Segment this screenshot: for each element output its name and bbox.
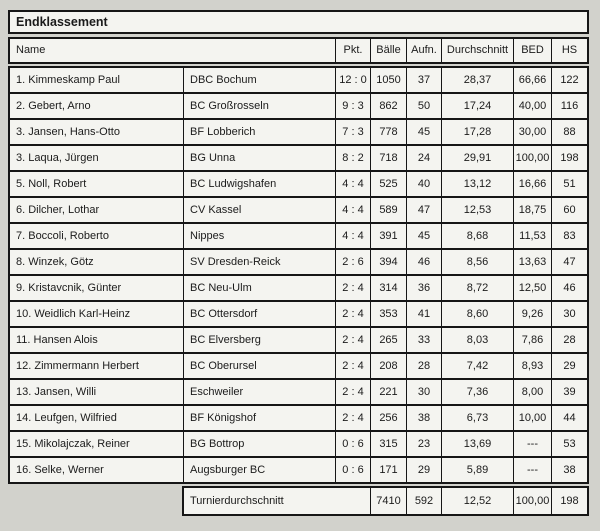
player-name-cell: 1. Kimmeskamp Paul xyxy=(10,68,183,92)
innings-cell: 40 xyxy=(407,172,441,196)
player-name-cell: 8. Winzek, Götz xyxy=(10,250,183,274)
player-name-cell: 9. Kristavcnik, Günter xyxy=(10,276,183,300)
column-header-hs: HS xyxy=(552,39,587,62)
innings-cell: 29 xyxy=(407,458,441,482)
balls-cell: 221 xyxy=(371,380,406,404)
points-cell: 4 : 4 xyxy=(336,172,370,196)
innings-cell: 50 xyxy=(407,94,441,118)
table-title: Endklassement xyxy=(16,15,108,29)
balls-cell: 208 xyxy=(371,354,406,378)
average-cell: 8,72 xyxy=(442,276,513,300)
hs-cell: 46 xyxy=(552,276,587,300)
table-body xyxy=(8,66,589,484)
points-cell: 9 : 3 xyxy=(336,94,370,118)
column-header-name: Name xyxy=(10,39,335,62)
hs-cell: 198 xyxy=(552,146,587,170)
column-header-durchschnitt: Durchschnitt xyxy=(442,39,513,62)
average-cell: 13,69 xyxy=(442,432,513,456)
innings-cell: 30 xyxy=(407,380,441,404)
bed-cell: 100,00 xyxy=(514,146,551,170)
results-table xyxy=(8,10,589,516)
balls-cell: 589 xyxy=(371,198,406,222)
points-cell: 4 : 4 xyxy=(336,198,370,222)
average-cell: 12,53 xyxy=(442,198,513,222)
innings-cell: 23 xyxy=(407,432,441,456)
bed-cell: 12,50 xyxy=(514,276,551,300)
totals-bed-cell: 100,00 xyxy=(514,488,551,514)
hs-cell: 53 xyxy=(552,432,587,456)
average-cell: 29,91 xyxy=(442,146,513,170)
column-header-pkt: Pkt. xyxy=(336,39,370,62)
innings-cell: 46 xyxy=(407,250,441,274)
player-name-cell: 13. Jansen, Willi xyxy=(10,380,183,404)
club-cell: Nippes xyxy=(184,224,335,248)
average-cell: 7,36 xyxy=(442,380,513,404)
points-cell: 2 : 4 xyxy=(336,302,370,326)
player-name-cell: 14. Leufgen, Wilfried xyxy=(10,406,183,430)
column-header-bed: BED xyxy=(514,39,551,62)
table-title-box xyxy=(8,10,589,34)
hs-cell: 30 xyxy=(552,302,587,326)
bed-cell: 7,86 xyxy=(514,328,551,352)
bed-cell: --- xyxy=(514,432,551,456)
innings-cell: 28 xyxy=(407,354,441,378)
average-cell: 8,68 xyxy=(442,224,513,248)
totals-average-cell: 12,52 xyxy=(442,488,513,514)
points-cell: 12 : 0 xyxy=(336,68,370,92)
hs-cell: 38 xyxy=(552,458,587,482)
balls-cell: 256 xyxy=(371,406,406,430)
totals-balls-cell: 7410 xyxy=(371,488,406,514)
bed-cell: 10,00 xyxy=(514,406,551,430)
balls-cell: 862 xyxy=(371,94,406,118)
hs-cell: 39 xyxy=(552,380,587,404)
totals-label-cell: Turnierdurchschnitt xyxy=(184,488,370,514)
bed-cell: 11,53 xyxy=(514,224,551,248)
club-cell: BG Unna xyxy=(184,146,335,170)
balls-cell: 394 xyxy=(371,250,406,274)
club-cell: CV Kassel xyxy=(184,198,335,222)
player-name-cell: 11. Hansen Alois xyxy=(10,328,183,352)
club-cell: SV Dresden-Reick xyxy=(184,250,335,274)
balls-cell: 171 xyxy=(371,458,406,482)
points-cell: 0 : 6 xyxy=(336,458,370,482)
average-cell: 8,56 xyxy=(442,250,513,274)
hs-cell: 44 xyxy=(552,406,587,430)
club-cell: Augsburger BC xyxy=(184,458,335,482)
player-name-cell: 15. Mikolajczak, Reiner xyxy=(10,432,183,456)
player-name-cell: 16. Selke, Werner xyxy=(10,458,183,482)
average-cell: 6,73 xyxy=(442,406,513,430)
balls-cell: 314 xyxy=(371,276,406,300)
average-cell: 28,37 xyxy=(442,68,513,92)
column-header-baelle: Bälle xyxy=(371,39,406,62)
player-name-cell: 3. Jansen, Hans-Otto xyxy=(10,120,183,144)
totals-row xyxy=(182,486,589,516)
hs-cell: 83 xyxy=(552,224,587,248)
club-cell: DBC Bochum xyxy=(184,68,335,92)
points-cell: 2 : 6 xyxy=(336,250,370,274)
bed-cell: 16,66 xyxy=(514,172,551,196)
balls-cell: 315 xyxy=(371,432,406,456)
balls-cell: 525 xyxy=(371,172,406,196)
table-header-row xyxy=(8,37,589,64)
hs-cell: 122 xyxy=(552,68,587,92)
totals-innings-cell: 592 xyxy=(407,488,441,514)
club-cell: BC Ludwigshafen xyxy=(184,172,335,196)
player-name-cell: 12. Zimmermann Herbert xyxy=(10,354,183,378)
hs-cell: 47 xyxy=(552,250,587,274)
innings-cell: 41 xyxy=(407,302,441,326)
bed-cell: 8,00 xyxy=(514,380,551,404)
bed-cell: 40,00 xyxy=(514,94,551,118)
hs-cell: 51 xyxy=(552,172,587,196)
bed-cell: --- xyxy=(514,458,551,482)
points-cell: 7 : 3 xyxy=(336,120,370,144)
club-cell: BF Lobberich xyxy=(184,120,335,144)
hs-cell: 88 xyxy=(552,120,587,144)
average-cell: 7,42 xyxy=(442,354,513,378)
club-cell: Eschweiler xyxy=(184,380,335,404)
player-name-cell: 10. Weidlich Karl-Heinz xyxy=(10,302,183,326)
player-name-cell: 2. Gebert, Arno xyxy=(10,94,183,118)
innings-cell: 45 xyxy=(407,224,441,248)
average-cell: 17,28 xyxy=(442,120,513,144)
balls-cell: 265 xyxy=(371,328,406,352)
club-cell: BC Oberursel xyxy=(184,354,335,378)
innings-cell: 24 xyxy=(407,146,441,170)
club-cell: BC Ottersdorf xyxy=(184,302,335,326)
innings-cell: 47 xyxy=(407,198,441,222)
bed-cell: 13,63 xyxy=(514,250,551,274)
club-cell: BG Bottrop xyxy=(184,432,335,456)
hs-cell: 28 xyxy=(552,328,587,352)
innings-cell: 45 xyxy=(407,120,441,144)
player-name-cell: 6. Dilcher, Lothar xyxy=(10,198,183,222)
points-cell: 2 : 4 xyxy=(336,406,370,430)
bed-cell: 9,26 xyxy=(514,302,551,326)
average-cell: 5,89 xyxy=(442,458,513,482)
club-cell: BC Elversberg xyxy=(184,328,335,352)
points-cell: 0 : 6 xyxy=(336,432,370,456)
player-name-cell: 3. Laqua, Jürgen xyxy=(10,146,183,170)
bed-cell: 18,75 xyxy=(514,198,551,222)
average-cell: 8,60 xyxy=(442,302,513,326)
points-cell: 4 : 4 xyxy=(336,224,370,248)
points-cell: 2 : 4 xyxy=(336,328,370,352)
club-cell: BF Königshof xyxy=(184,406,335,430)
balls-cell: 1050 xyxy=(371,68,406,92)
bed-cell: 30,00 xyxy=(514,120,551,144)
points-cell: 2 : 4 xyxy=(336,354,370,378)
innings-cell: 36 xyxy=(407,276,441,300)
balls-cell: 391 xyxy=(371,224,406,248)
club-cell: BC Neu-Ulm xyxy=(184,276,335,300)
balls-cell: 778 xyxy=(371,120,406,144)
innings-cell: 33 xyxy=(407,328,441,352)
average-cell: 13,12 xyxy=(442,172,513,196)
points-cell: 8 : 2 xyxy=(336,146,370,170)
balls-cell: 718 xyxy=(371,146,406,170)
points-cell: 2 : 4 xyxy=(336,276,370,300)
innings-cell: 38 xyxy=(407,406,441,430)
balls-cell: 353 xyxy=(371,302,406,326)
average-cell: 8,03 xyxy=(442,328,513,352)
points-cell: 2 : 4 xyxy=(336,380,370,404)
average-cell: 17,24 xyxy=(442,94,513,118)
hs-cell: 60 xyxy=(552,198,587,222)
player-name-cell: 7. Boccoli, Roberto xyxy=(10,224,183,248)
player-name-cell: 5. Noll, Robert xyxy=(10,172,183,196)
column-header-aufn: Aufn. xyxy=(407,39,441,62)
innings-cell: 37 xyxy=(407,68,441,92)
totals-hs-cell: 198 xyxy=(552,488,587,514)
hs-cell: 29 xyxy=(552,354,587,378)
bed-cell: 66,66 xyxy=(514,68,551,92)
hs-cell: 116 xyxy=(552,94,587,118)
bed-cell: 8,93 xyxy=(514,354,551,378)
club-cell: BC Großrosseln xyxy=(184,94,335,118)
